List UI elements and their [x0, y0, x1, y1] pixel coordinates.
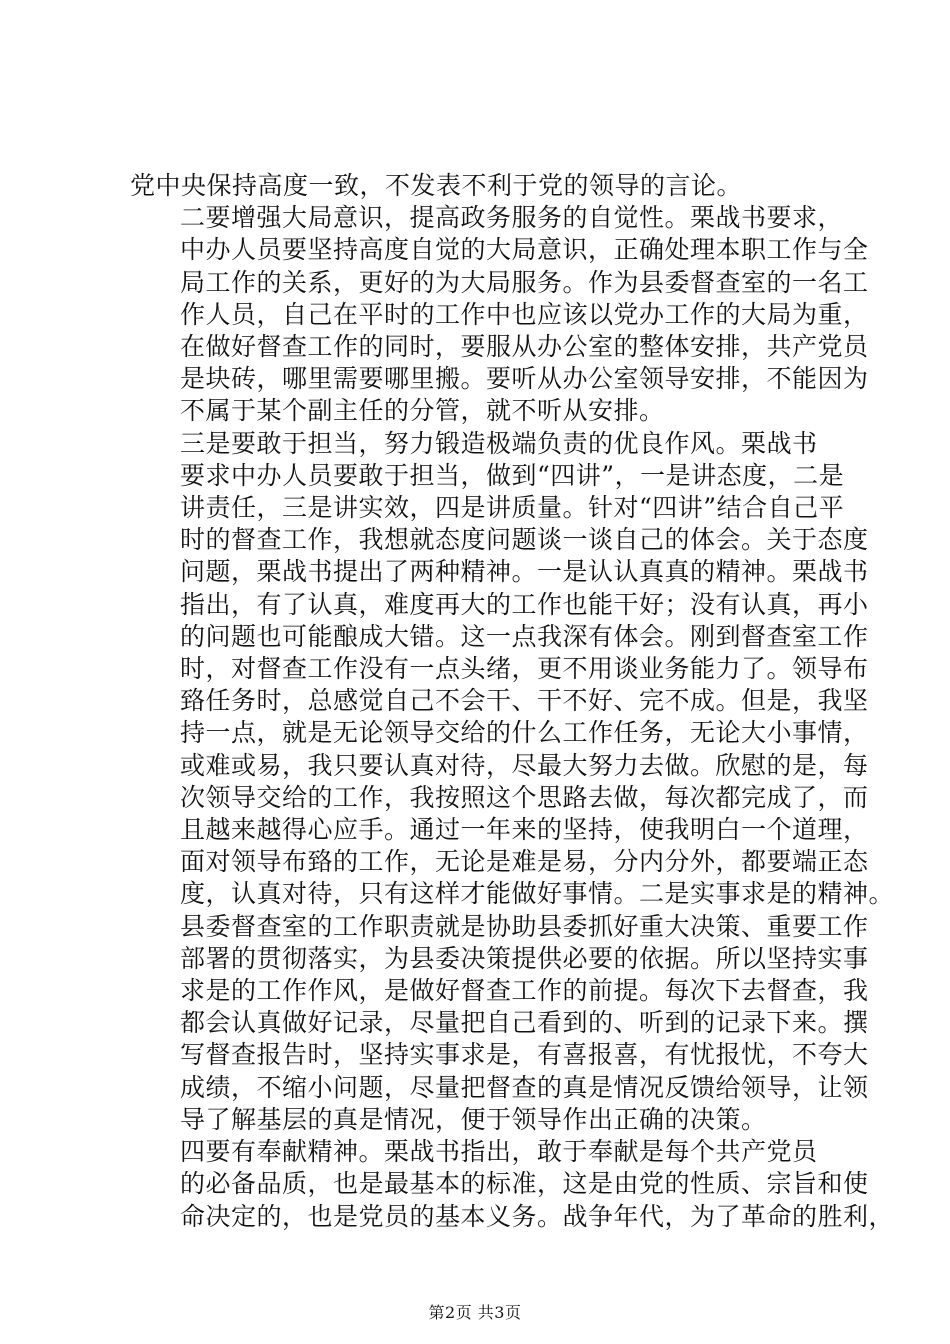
text-line: 导了解基层的真是情况，便于领导作出正确的决策。 [180, 1104, 767, 1134]
text-line: 度，认真对待，只有这样才能做好事情。二是实事求是的精神。 [180, 879, 895, 909]
text-line: 求是的工作作风，是做好督查工作的前提。每次下去督查，我 [180, 976, 869, 1006]
page-footer [0, 1300, 950, 1323]
text-line: 次领导交给的工作，我按照这个思路去做，每次都完成了，而 [180, 782, 869, 812]
text-line: 成绩，不缩小问题，尽量把督查的真是情况反馈给领导，让领 [180, 1072, 869, 1102]
text-line: 面对领导布臵的工作，无论是难是易，分内分外，都要端正态 [180, 847, 869, 877]
document-body [130, 170, 895, 1233]
text-line: 的必备品质，也是最基本的标准，这是由党的性质、宗旨和使 [180, 1169, 869, 1199]
text-line: 的问题也可能酿成大错。这一点我深有体会。刚到督查室工作 [180, 621, 869, 651]
text-line: 讲责任，三是讲实效，四是讲质量。针对“四讲”结合自己平 [180, 493, 845, 523]
text-line: 作人员，自己在平时的工作中也应该以党办工作的大局为重， [180, 299, 869, 329]
text-line: 党中央保持高度一致，不发表不利于党的领导的言论。 [130, 171, 743, 200]
text-line: 局工作的关系，更好的为大局服务。作为县委督查室的一名工 [180, 267, 869, 297]
text-line: 四要有奉献精神。栗战书指出，敢于奉献是每个共产党员 [180, 1137, 818, 1167]
paragraph-overall-awareness [130, 202, 869, 427]
text-line: 持一点，就是无论领导交给的什么工作任务，无论大小事情， [180, 718, 869, 748]
text-line: 指出，有了认真，难度再大的工作也能干好；没有认真，再小 [180, 589, 869, 619]
text-line: 问题，栗战书提出了两种精神。一是认认真真的精神。栗战书 [180, 557, 869, 587]
text-line: 或难或易，我只要认真对待，尽最大努力去做。欣慰的是，每 [180, 750, 869, 780]
paragraph-responsibility [130, 428, 895, 1136]
text-line: 命决定的，也是党员的基本义务。战争年代，为了革命的胜利， [180, 1201, 895, 1231]
text-line: 不属于某个副主任的分管，就不听从安排。 [180, 396, 665, 426]
text-line: 部署的贯彻落实，为县委决策提供必要的依据。所以坚持实事 [180, 943, 869, 973]
text-line: 臵任务时，总感觉自己不会干、干不好、完不成。但是，我坚 [180, 686, 869, 716]
page-number-label: 第2页 共3页 [428, 1303, 522, 1322]
text-line: 在做好督查工作的同时，要服从办公室的整体安排，共产党员 [180, 332, 869, 362]
text-line: 且越来越得心应手。通过一年来的坚持，使我明白一个道理， [180, 815, 869, 845]
text-line: 都会认真做好记录，尽量把自己看到的、听到的记录下来。撰 [180, 1008, 869, 1038]
text-line: 二要增强大局意识，提高政务服务的自觉性。栗战书要求， [180, 203, 844, 233]
text-line: 时的督查工作，我想就态度问题谈一谈自己的体会。关于态度 [180, 525, 869, 555]
text-line: 是块砖，哪里需要哪里搬。要听从办公室领导安排，不能因为 [180, 364, 869, 394]
text-line: 县委督查室的工作职责就是协助县委抓好重大决策、重要工作 [180, 911, 869, 941]
text-line: 三是要敢于担当，努力锻造极端负责的优良作风。栗战书 [180, 428, 818, 458]
paragraph-continuation [130, 170, 840, 202]
text-line: 时，对督查工作没有一点头绪，更不用谈业务能力了。领导布 [180, 654, 869, 684]
text-line: 写督查报告时，坚持实事求是，有喜报喜，有忧报忧，不夸大 [180, 1040, 869, 1070]
paragraph-dedication [130, 1136, 895, 1233]
text-line: 要求中办人员要敢于担当，做到“四讲”，一是讲态度，二是 [180, 460, 845, 490]
text-line: 中办人员要坚持高度自觉的大局意识，正确处理本职工作与全 [180, 235, 869, 265]
